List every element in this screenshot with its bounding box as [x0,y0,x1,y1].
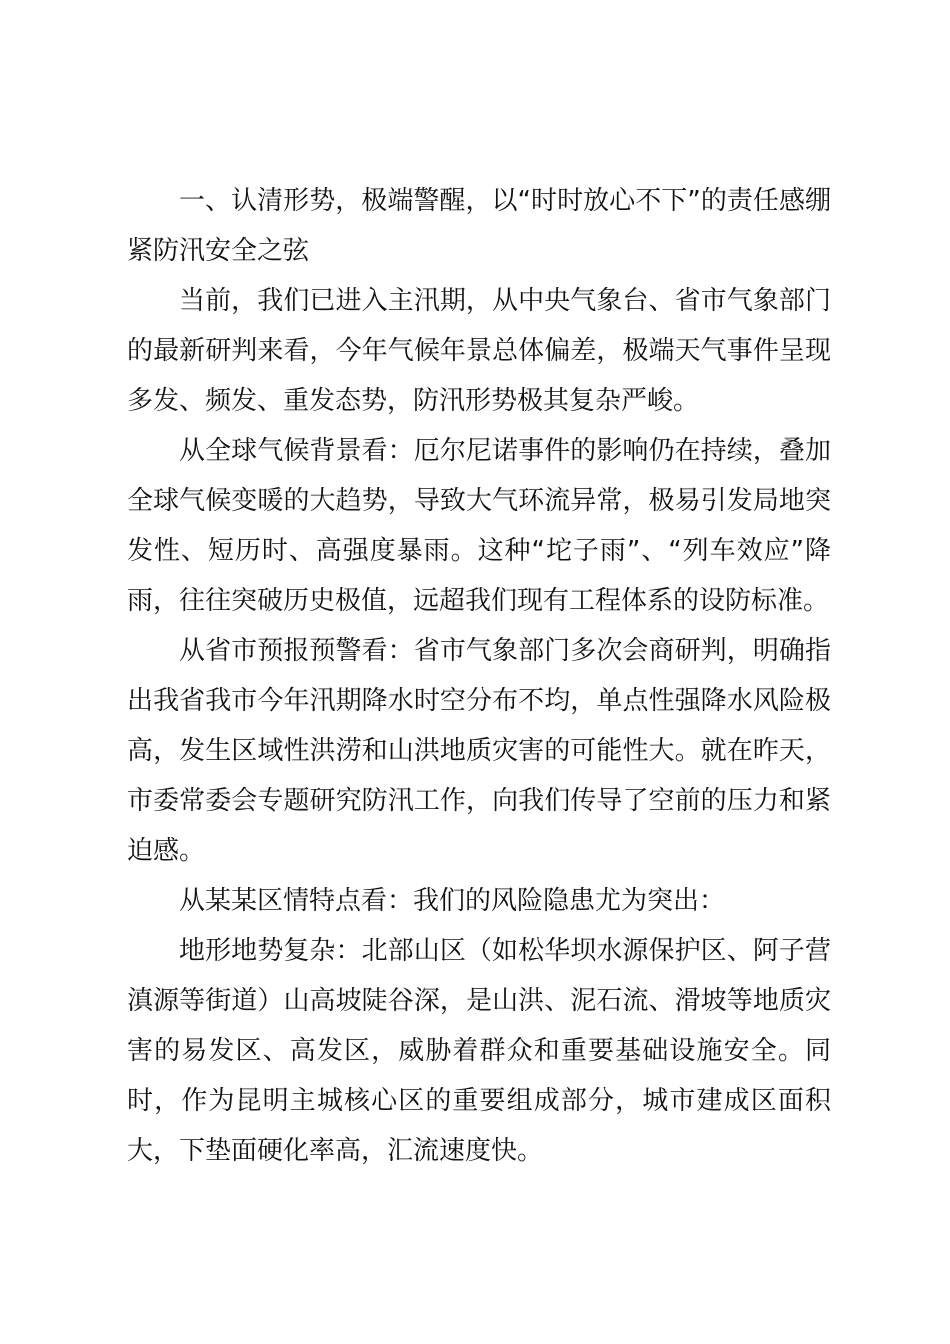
paragraph-terrain: 地形地势复杂：北部山区（如松华坝水源保护区、阿子营滇源等街道）山高坡陡谷深，是山洪、泥石流、滑坡等地质灾害的易发区、高发区，威胁着群众和重要基础设施安全。同时，作为昆明主城核心区的重要组成部分，城市建成区面积大，下垫面硬化率高，汇流速度快。 [127,936,831,1166]
paragraph-global-climate: 从全球气候背景看：厄尔尼诺事件的影响仍在持续，叠加全球气候变暖的大趋势，导致大气环流异常，极易引发局地突发性、短历时、高强度暴雨。这种“坨子雨”、“列车效应”降雨，往往突破历史极值，远超我们现有工程体系的设防标准。 [127,436,831,616]
document-page [127,176,831,1176]
paragraph-current-situation: 当前，我们已进入主汛期，从中央气象台、省市气象部门的最新研判来看，今年气候年景总体偏差，极端天气事件呈现多发、频发、重发态势，防汛形势极其复杂严峻。 [127,286,831,416]
section-heading: 一、认清形势，极端警醒，以“时时放心不下”的责任感绷紧防汛安全之弦 [127,186,831,266]
paragraph-forecast-warning: 从省市预报预警看：省市气象部门多次会商研判，明确指出我省我市今年汛期降水时空分布不均，单点性强降水风险极高，发生区域性洪涝和山洪地质灾害的可能性大。就在昨天，市委常委会专题研究防汛工作，向我们传导了空前的压力和紧迫感。 [127,636,831,866]
paragraph-district-features: 从某某区情特点看：我们的风险隐患尤为突出： [179,886,726,916]
